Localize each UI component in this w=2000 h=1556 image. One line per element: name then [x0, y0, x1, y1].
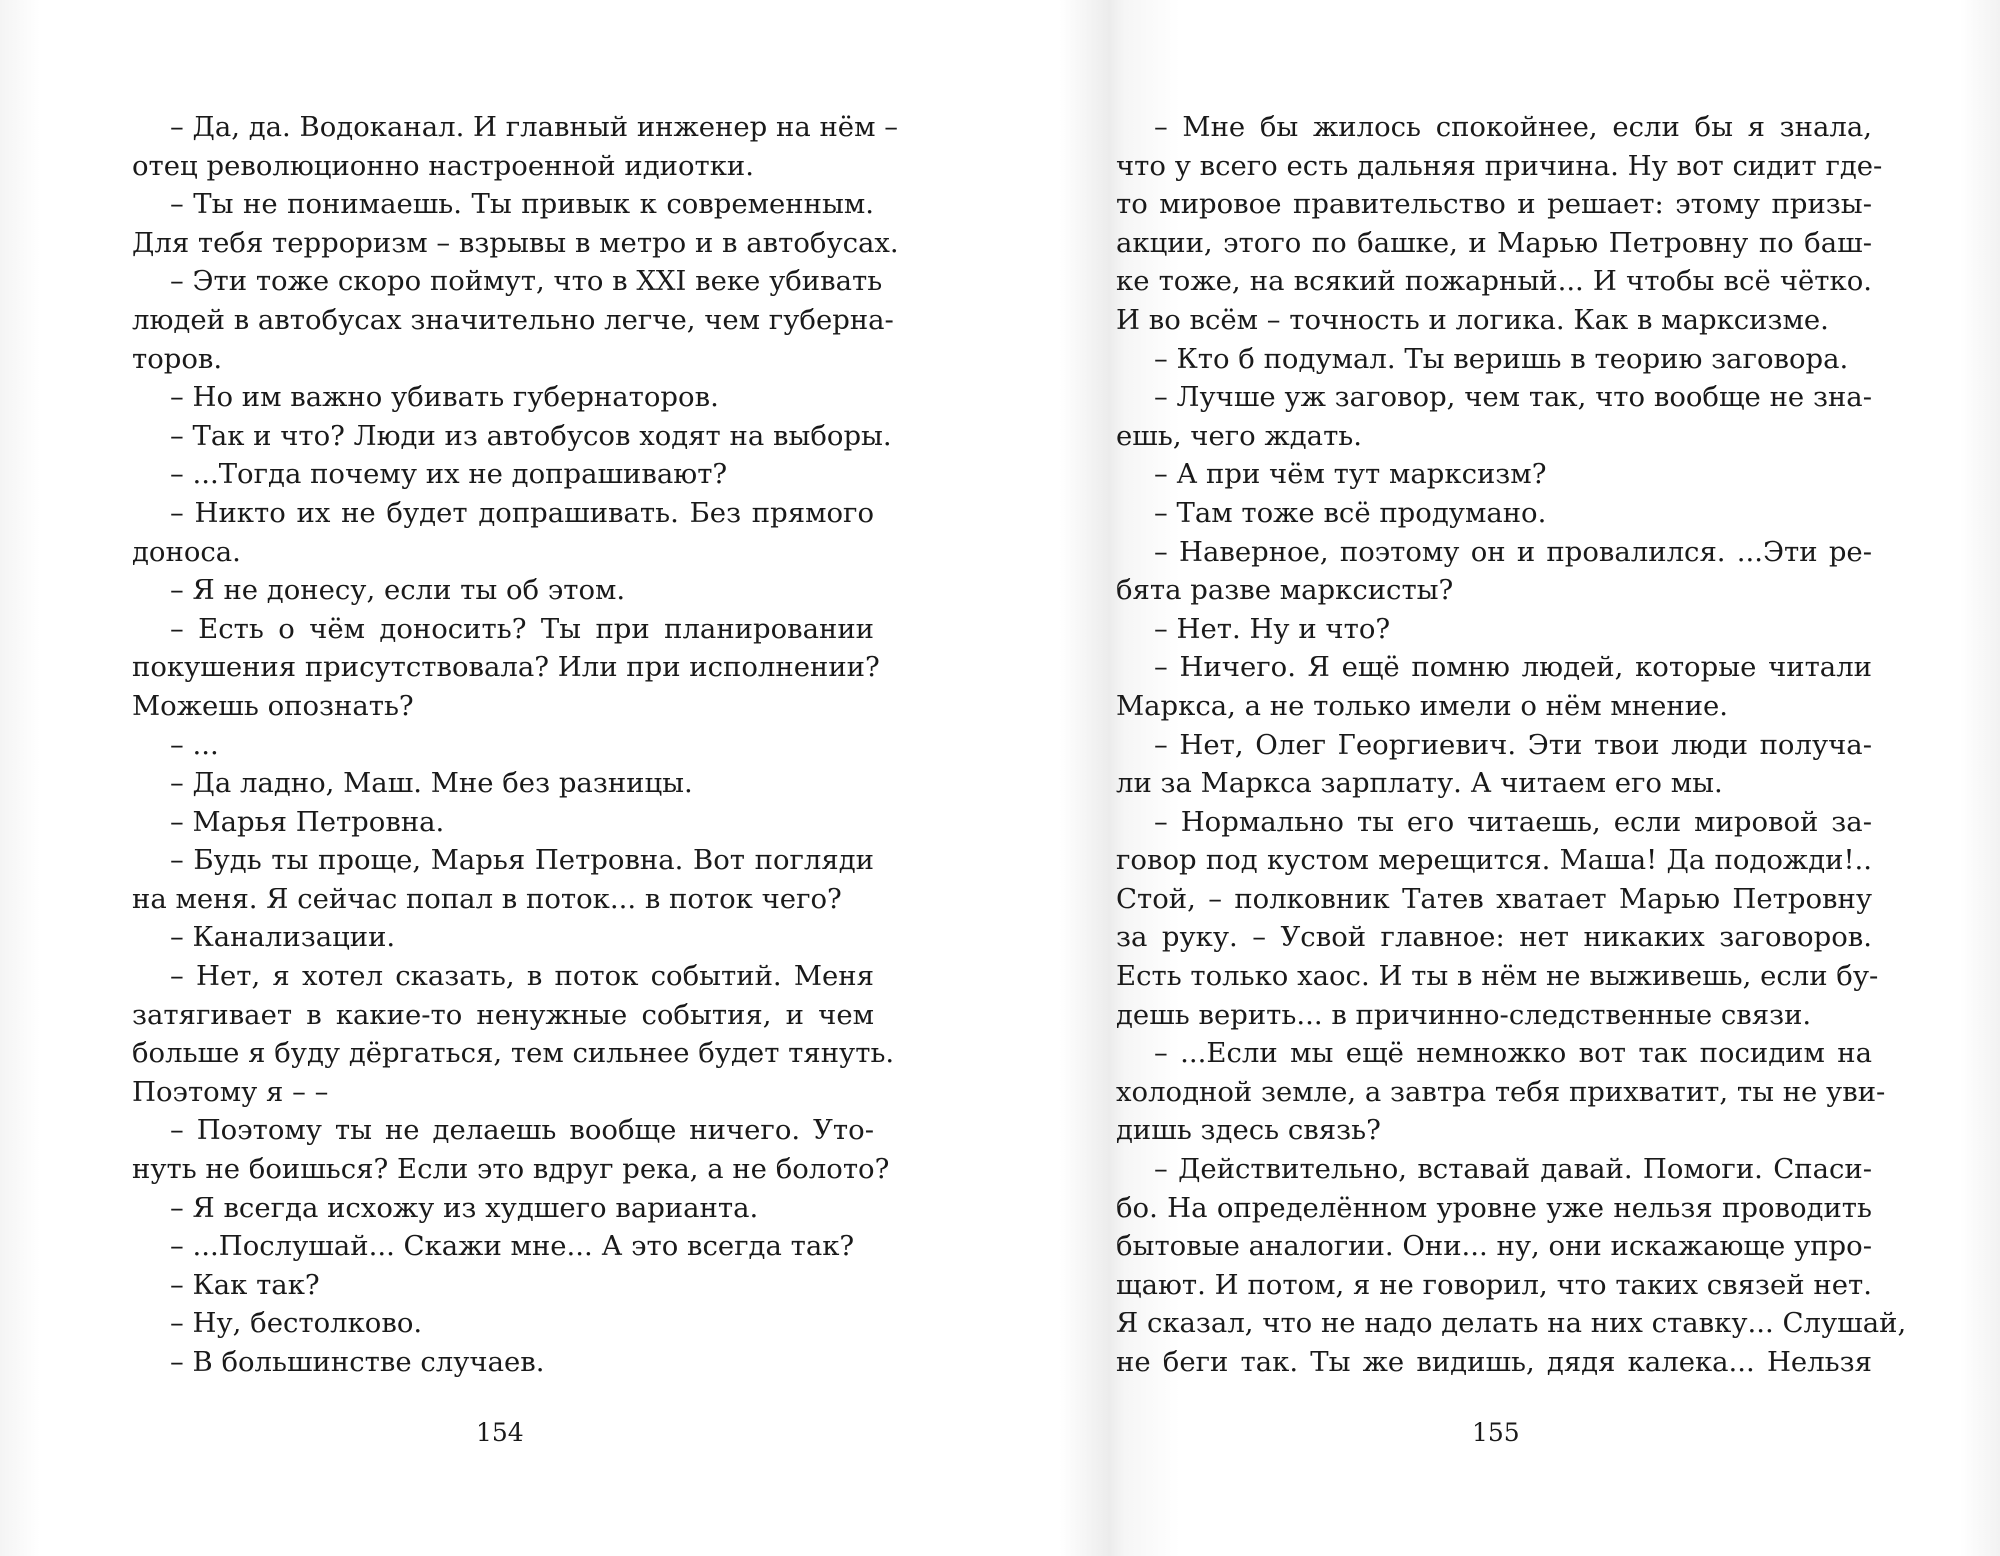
text-line: людей в автобусах значительно легче, чем губерна- [132, 303, 894, 336]
text-line: Маркса, а не только имели о нём мнение. [1116, 689, 1729, 722]
text-line: – Мне бы жилось спокойнее, если бы я знала, [1154, 111, 1872, 143]
text-line: – Да ладно, Маш. Мне без разницы. [170, 767, 693, 800]
text-line: – Но им важно убивать губернаторов. [170, 381, 719, 414]
text-line: – Ты не понимаешь. Ты привык к современным. [170, 188, 874, 221]
text-line: нуть не боишься? Если это вдруг река, а не болото? [132, 1153, 890, 1186]
text-line: говор под кустом мерещится. Маша! Да подожди!.. [1116, 844, 1872, 877]
text-line: затягивает в какие-то ненужные события, и чем [132, 998, 874, 1031]
page-number-right: 155 [1472, 1418, 1520, 1447]
text-line: Стой, – полковник Татев хватает Марью Петровну [1116, 882, 1872, 915]
text-line: – Нормально ты его читаешь, если мировой за- [1154, 805, 1872, 838]
text-line: – А при чём тут марксизм? [1154, 458, 1547, 491]
text-line: – Нет, Олег Георгиевич. Эти твои люди получа- [1154, 728, 1872, 761]
text-line: ке тоже, на всякий пожарный... И чтобы всё чётко. [1116, 265, 1872, 298]
text-line: – Да, да. Водоканал. И главный инженер на нём – [170, 111, 898, 143]
text-line: бо. На определённом уровне уже нельзя проводить [1116, 1191, 1872, 1224]
text-line: покушения присутствовала? Или при исполнении? [132, 651, 880, 684]
text-line: ли за Маркса зарплату. А читаем его мы. [1116, 767, 1723, 800]
text-line: торов. [132, 342, 223, 375]
text-line: за руку. – Усвой главное: нет никаких заговоров. [1116, 921, 1872, 954]
text-line: отец революционно настроенной идиотки. [132, 149, 754, 182]
text-line: – Так и что? Люди из автобусов ходят на выборы. [170, 419, 892, 452]
text-line: бытовые аналогии. Они... ну, они искажающе упро- [1116, 1230, 1872, 1263]
text-line: – Я не донесу, если ты об этом. [170, 574, 626, 607]
text-line: – Канализации. [170, 921, 396, 954]
text-line: – Никто их не будет допрашивать. Без прямого [170, 496, 874, 529]
text-line: Я сказал, что не надо делать на них ставку... Слушай, [1116, 1307, 1907, 1340]
text-line: – Я всегда исхожу из худшего варианта. [170, 1191, 759, 1224]
text-line: не беги так. Ты же видишь, дядя калека... Нельзя [1116, 1346, 1872, 1378]
text-line: Можешь опознать? [132, 689, 414, 722]
text-line: холодной земле, а завтра тебя прихватит, ты не уви- [1116, 1075, 1886, 1108]
text-line: – Там тоже всё продумано. [1154, 496, 1547, 529]
text-line: Для тебя терроризм – взрывы в метро и в автобусах. [132, 226, 899, 259]
text-line: больше я буду дёргаться, тем сильнее будет тянуть. [132, 1037, 895, 1070]
text-line: – Нет. Ну и что? [1154, 612, 1391, 645]
text-line: – Эти тоже скоро поймут, что в XXI веке убивать [170, 265, 883, 298]
text-line: – Кто б подумал. Ты веришь в теорию заговора. [1154, 342, 1849, 375]
text-line: дишь здесь связь? [1116, 1114, 1381, 1147]
text-line: Поэтому я – – [132, 1075, 329, 1108]
text-line: – ...Послушай... Скажи мне... А это всегда так? [170, 1230, 855, 1263]
text-line: – Ну, бестолково. [170, 1307, 423, 1340]
text-line: – Марья Петровна. [170, 805, 445, 838]
text-line: – Наверное, поэтому он и провалился. ...Эти ре- [1154, 535, 1872, 568]
page-number-left: 154 [476, 1418, 524, 1447]
text-line: – Будь ты проще, Марья Петровна. Вот погляди [170, 844, 874, 877]
text-line: – Ничего. Я ещё помню людей, которые читали [1154, 651, 1872, 684]
right-page [1116, 108, 1907, 1382]
text-line: акции, этого по башке, и Марью Петровну по баш- [1116, 226, 1872, 259]
text-line: – Действительно, вставай давай. Помоги. Спаси- [1154, 1153, 1872, 1186]
text-line: бята разве марксисты? [1116, 574, 1454, 607]
text-line: ешь, чего ждать. [1116, 419, 1363, 452]
text-line: то мировое правительство и решает: этому призы- [1116, 188, 1872, 221]
text-line: – Лучше уж заговор, чем так, что вообще не зна- [1154, 381, 1872, 414]
text-line: – В большинстве случаев. [170, 1346, 545, 1378]
text-line: что у всего есть дальняя причина. Ну вот сидит где- [1116, 149, 1883, 182]
text-line: – ...Тогда почему их не допрашивают? [170, 458, 728, 491]
text-line: доноса. [132, 535, 241, 568]
text-line: – Есть о чём доносить? Ты при планировании [170, 612, 874, 645]
text-line: – Нет, я хотел сказать, в поток событий. Меня [170, 960, 874, 993]
text-line: щают. И потом, я не говорил, что таких связей нет. [1116, 1268, 1872, 1301]
text-line: – Как так? [170, 1268, 320, 1301]
text-line: – ...Если мы ещё немножко вот так посидим на [1154, 1037, 1872, 1070]
left-page [132, 108, 899, 1382]
text-line: – Поэтому ты не делаешь вообще ничего. Уто- [170, 1114, 874, 1147]
text-line: И во всём – точность и логика. Как в марксизме. [1116, 303, 1829, 336]
text-line: – ... [170, 728, 219, 761]
text-line: дешь верить... в причинно-следственные связи. [1116, 998, 1812, 1031]
text-line: Есть только хаос. И ты в нём не выживешь, если бу- [1116, 960, 1879, 993]
text-line: на меня. Я сейчас попал в поток... в поток чего? [132, 882, 842, 915]
